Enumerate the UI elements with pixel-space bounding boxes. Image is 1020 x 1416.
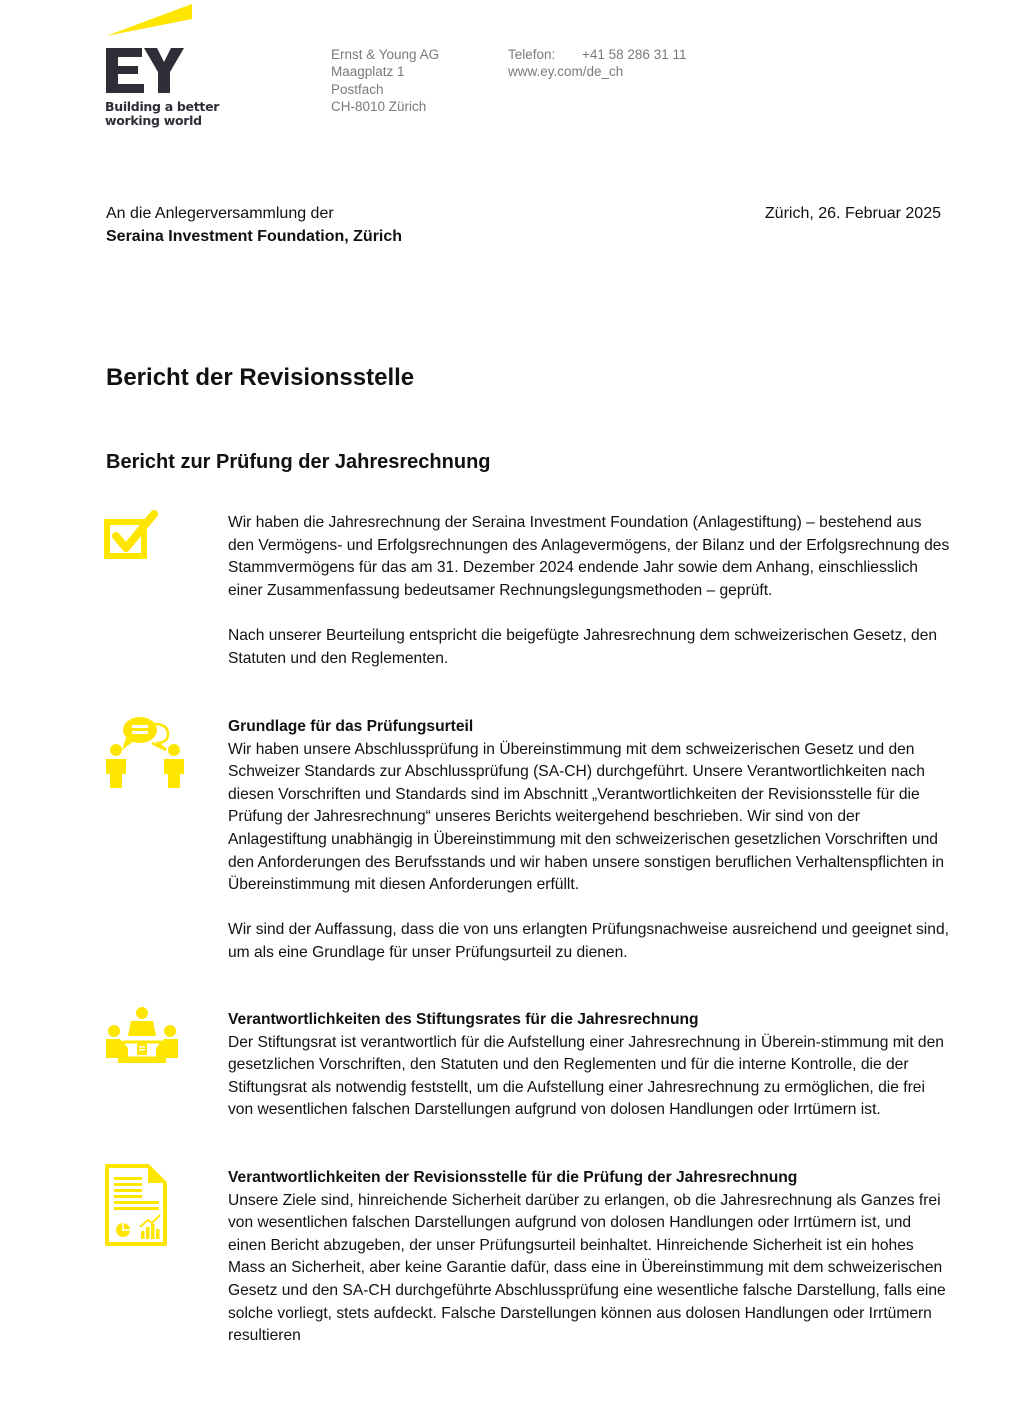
report-document-icon (104, 1163, 168, 1247)
paragraph: Wir sind der Auffassung, dass die von uns erlangten Prüfungsnachweise ausreichend und geeignet sind, um als eine Grundlage für unser Prüfungsurteil zu dienen. (228, 921, 949, 961)
addressee-line: An die Anlegerversammlung der (106, 205, 334, 222)
logo-letter-e (106, 48, 144, 93)
checkbox-icon (104, 510, 160, 560)
section-opinion (228, 512, 950, 670)
logo-tagline: Building a better working world (105, 99, 220, 128)
section-heading: Verantwortlichkeiten des Stiftungsrates für die Jahresrechnung (228, 1011, 699, 1028)
paragraph: Unsere Ziele sind, hinreichende Sicherheit darüber zu erlangen, ob die Jahresrechnung als Ganzes frei von wesentlichen falschen Darstellungen aufgrund von dolosen Handlungen oder Irrtümern ist, und einen Bericht abzugeben, der unser Prüfungsurteil beinhaltet. Hinreichende Sicherheit ist ein hohes Mass an Sicherheit, aber keine Garantie dafür, dass eine in Übereinstimmung mit dem schweizerischen Gesetz und den SA-CH durchgeführte Abschlussprüfung eine wesentliche falsche Darstellung, falls eine solche vorliegt, stets aufdeckt. Falsche Darstellungen können aus dolosen Handlungen oder Irrtümern resultieren (228, 1191, 946, 1345)
logo-beam (106, 4, 192, 36)
paragraph: Wir haben unsere Abschlussprüfung in Übereinstimmung mit dem schweizerischen Gesetz und den Schweizer Standards zur Abschlussprüfung (SA-CH) durchgeführt. Unsere Verantwortlichkeiten nach diesen Vorschriften und Standards sind im Abschnitt „Verantwortlichkeiten der Revisionsstelle für die Prüfung der Jahresrechnung“ unseres Berichts weitergehend beschrieben. Wir sind von der Anlagestiftung unabhängig in Übereinstimmung mit den schweizerischen gesetzlichen Vorschriften und den Anforderungen des Berufsstands und wir haben unsere sonstigen beruflichen Verhaltenspflichten in Übereinstimmung mit diesen Anforderungen erfüllt. (228, 740, 945, 894)
phone-number: +41 58 286 31 11 (582, 47, 687, 62)
section-basis-for-opinion (228, 716, 950, 965)
report-subtitle: Bericht zur Prüfung der Jahresrechnung (106, 451, 491, 473)
company-name: Ernst & Young AG (331, 47, 440, 62)
meeting-icon (104, 1006, 180, 1064)
paragraph: Wir haben die Jahresrechnung der Seraina Investment Foundation (Anlagestiftung) – bestehend aus den Vermögens- und Erfolgsrechnungen des Anlagevermögens, der Bilanz und der Erfolgsrechnung des Stammvermögens für das am 31. Dezember 2024 endende Jahr sowie dem Anhang, einschliesslich einer Zusammenfassung bedeutsamer Rechnungslegungsmethoden – geprüft. (228, 514, 950, 599)
addressee (106, 203, 402, 248)
section-board-responsibilities (228, 1009, 950, 1122)
website-link[interactable]: www.ey.com/de_ch (508, 64, 624, 80)
postal-city: CH-8010 Zürich (331, 98, 427, 114)
letter-date: Zürich, 26. Februar 2025 (764, 205, 941, 222)
section-auditor-responsibilities (228, 1167, 950, 1348)
phone-label: Telefon: (508, 47, 556, 62)
addressee-organization: Seraina Investment Foundation, Zürich (106, 227, 403, 245)
logo-letter-y (144, 48, 184, 93)
discussion-icon (104, 712, 186, 788)
report-title: Bericht der Revisionsstelle (106, 364, 415, 391)
paragraph: Nach unserer Beurteilung entspricht die beigefügte Jahresrechnung dem schweizerischen Gesetz, den Statuten und den Reglementen. (228, 626, 938, 667)
section-heading: Grundlage für das Prüfungsurteil (228, 718, 474, 735)
po-box: Postfach (331, 81, 384, 97)
section-heading: Verantwortlichkeiten der Revisionsstelle für die Prüfung der Jahresrechnung (228, 1169, 798, 1186)
letterhead-address (331, 46, 439, 115)
letterhead-contact (508, 46, 686, 81)
paragraph: Der Stiftungsrat ist verantwortlich für die Aufstellung einer Jahresrechnung in Überein-stimmung mit den gesetzlichen Vorschriften, den Statuten und den Reglementen und für die interne Kontrolle, die der Stiftungsrat als notwendig feststellt, um die Aufstellung einer Jahresrechnung zu ermöglichen, die frei von wesentlichen falschen Darstellungen aufgrund von dolosen Handlungen oder Irrtümern ist. (228, 1033, 944, 1119)
street: Maagplatz 1 (331, 64, 405, 80)
